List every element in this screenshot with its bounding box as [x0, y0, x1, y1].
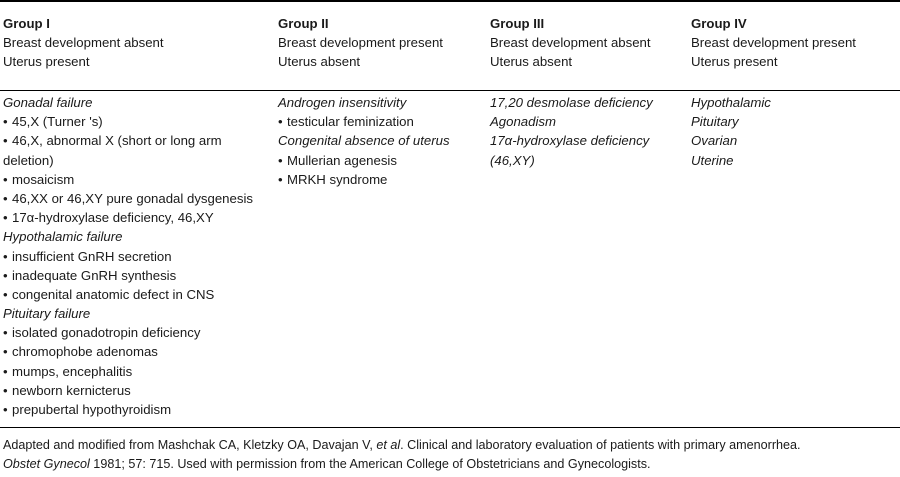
bullet-marker: • — [3, 133, 8, 149]
category-heading — [490, 151, 685, 170]
cell-text: prepubertal hypothyroidism — [12, 402, 172, 417]
bullet-marker: • — [3, 325, 8, 341]
footnote-text: 1981; 57: 715. Used with permission from the American College of Obstetricians and Gynecologists. — [89, 456, 651, 471]
category-heading — [490, 93, 685, 112]
category-heading — [490, 112, 685, 131]
cell-text: 17α-hydroxylase deficiency, 46,XY — [12, 210, 214, 226]
bullet-marker: • — [278, 152, 283, 168]
footnote-text: Adapted and modified from Mashchak CA, Kletzky OA, Davajan V, — [3, 438, 377, 452]
cell-text: deletion) — [3, 152, 54, 168]
header-group-1 — [3, 14, 271, 72]
table-header-rule — [0, 90, 900, 91]
header-group-3 — [490, 14, 685, 72]
cell-text: Pituitary failure — [3, 306, 91, 322]
bullet-item — [278, 151, 483, 170]
cell-text: mumps, encephalitis — [12, 363, 133, 379]
bullet-marker: • — [3, 402, 8, 417]
bullet-item — [3, 342, 271, 361]
cell-text: Agonadism — [490, 114, 556, 130]
category-heading — [3, 304, 271, 323]
category-heading — [691, 112, 896, 131]
header-line: Uterus present — [691, 54, 778, 70]
cell-text: chromophobe adenomas — [12, 344, 158, 360]
bullet-item — [3, 285, 271, 304]
cell-text: Mullerian agenesis — [287, 152, 397, 168]
cell-text: (46,XY) — [490, 152, 535, 168]
bullet-item — [3, 381, 271, 400]
bullet-item — [3, 170, 271, 189]
continuation-line — [3, 151, 271, 170]
header-group-2 — [278, 14, 483, 72]
bullet-marker: • — [278, 171, 283, 187]
bullet-marker: • — [3, 363, 8, 379]
bullet-item — [3, 208, 271, 227]
header-title: Group I — [3, 16, 50, 31]
category-heading — [278, 93, 483, 112]
cell-text: 46,XX or 46,XY pure gonadal dysgenesis — [12, 190, 253, 206]
cell-text: Uterine — [691, 152, 734, 168]
cell-text: 46,X, abnormal X (short or long arm — [12, 133, 222, 149]
bullet-marker: • — [3, 248, 8, 264]
column-group-4 — [691, 93, 896, 170]
cell-text: newborn kernicterus — [12, 382, 131, 398]
bullet-marker: • — [3, 267, 8, 283]
category-heading — [691, 93, 896, 112]
cell-text: 45,X (Turner 's) — [12, 114, 103, 130]
category-heading — [3, 93, 271, 112]
bullet-marker: • — [3, 382, 8, 398]
cell-text: mosaicism — [12, 171, 75, 187]
bullet-item — [3, 131, 271, 150]
table-footnote — [3, 436, 897, 473]
cell-text: congenital anatomic defect in CNS — [12, 286, 215, 302]
bullet-item — [278, 112, 483, 131]
bullet-marker: • — [3, 344, 8, 360]
column-group-3 — [490, 93, 685, 170]
cell-text: inadequate GnRH synthesis — [12, 267, 177, 283]
footnote-text: . Clinical and laboratory evaluation of patients with primary amenorrhea. — [400, 438, 801, 452]
header-title: Group IV — [691, 16, 747, 31]
cell-text: testicular feminization — [287, 114, 414, 130]
bullet-item — [3, 247, 271, 266]
bullet-item — [3, 323, 271, 342]
header-title: Group II — [278, 16, 329, 31]
header-line: Breast development absent — [3, 35, 164, 51]
category-heading — [490, 131, 685, 150]
bullet-item — [3, 362, 271, 381]
header-line: Breast development present — [278, 35, 443, 51]
cell-text: Hypothalamic failure — [3, 229, 123, 245]
footnote-et-al: et al — [376, 438, 401, 452]
cell-text: 17,20 desmolase deficiency — [490, 95, 653, 110]
cell-text: 17α-hydroxylase deficiency — [490, 133, 650, 149]
bullet-item — [3, 400, 271, 419]
header-title: Group III — [490, 16, 545, 31]
header-line: Uterus present — [3, 54, 90, 70]
bullet-marker: • — [3, 210, 8, 226]
bullet-marker: • — [3, 114, 8, 130]
bullet-item — [278, 170, 483, 189]
cell-text: isolated gonadotropin deficiency — [12, 325, 201, 341]
bullet-item — [3, 266, 271, 285]
bullet-item — [3, 112, 271, 131]
cell-text: insufficient GnRH secretion — [12, 248, 172, 264]
bullet-marker: • — [3, 286, 8, 302]
category-heading — [691, 151, 896, 170]
table-bottom-rule — [0, 427, 900, 428]
category-heading — [278, 131, 483, 150]
category-heading — [691, 131, 896, 150]
footnote-journal: Obstet Gynecol — [3, 456, 90, 471]
cell-text: MRKH syndrome — [287, 171, 388, 187]
cell-text: Androgen insensitivity — [278, 95, 407, 110]
bullet-item — [3, 189, 271, 208]
column-group-2 — [278, 93, 483, 189]
bullet-marker: • — [3, 171, 8, 187]
bullet-marker: • — [278, 114, 283, 130]
header-line: Uterus absent — [278, 54, 361, 70]
cell-text: Ovarian — [691, 133, 738, 149]
header-line: Breast development present — [691, 35, 856, 51]
cell-text: Congenital absence of uterus — [278, 133, 450, 149]
category-heading — [3, 227, 271, 246]
header-group-4 — [691, 14, 896, 72]
cell-text: Pituitary — [691, 114, 739, 130]
header-line: Uterus absent — [490, 54, 573, 70]
cell-text: Gonadal failure — [3, 95, 93, 110]
header-line: Breast development absent — [490, 35, 651, 51]
bullet-marker: • — [3, 190, 8, 206]
column-group-1 — [3, 93, 271, 419]
cell-text: Hypothalamic — [691, 95, 771, 110]
table-top-rule — [0, 0, 900, 2]
